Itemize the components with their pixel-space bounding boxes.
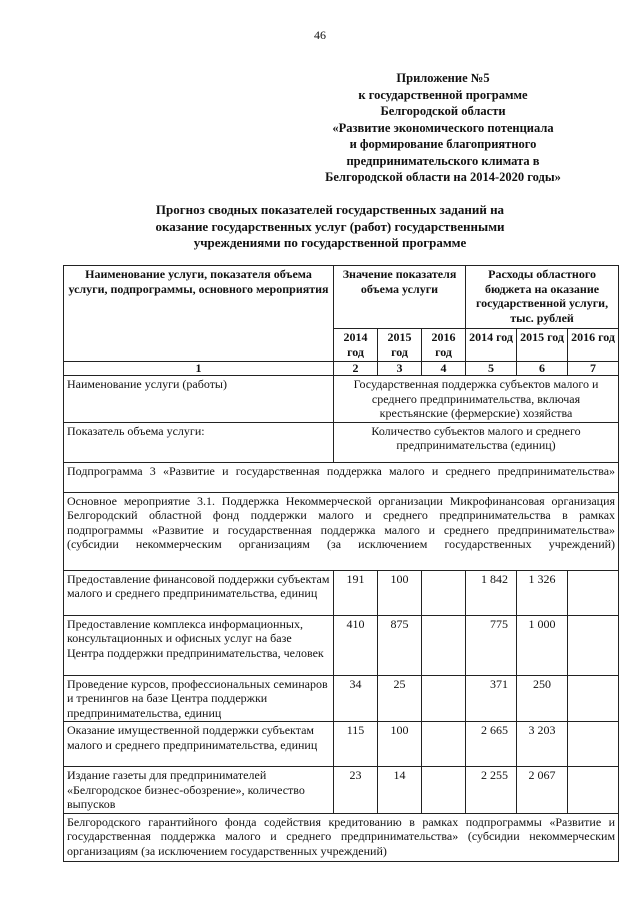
title-line: учреждениями по государственной программе [193, 235, 467, 250]
appendix-line: и формирование благоприятного [349, 137, 537, 151]
expense-2014: 2 255 [466, 767, 517, 814]
value-2015: 25 [378, 675, 422, 722]
title-line: Прогноз сводных показателей государственных заданий на [155, 202, 505, 217]
value-2016 [422, 722, 466, 767]
value-2014: 115 [334, 722, 378, 767]
expense-2014: 371 [466, 675, 517, 722]
column-number: 4 [422, 362, 466, 376]
expense-2016 [568, 615, 619, 675]
document-title [110, 202, 550, 252]
value-2016 [422, 675, 466, 722]
header-service-name: Наименование услуги, показателя объема услуги, подпрограммы, основного мероприятия [64, 266, 334, 362]
value-2016 [422, 767, 466, 814]
table-row [64, 615, 619, 675]
table-row [64, 675, 619, 722]
appendix-line: Белгородской области [380, 104, 506, 118]
row-service-name: Проведение курсов, профессиональных семинаров и тренингов на базе Центра поддержки предпринимательства, единиц [64, 675, 334, 722]
header-budget-expenses: Расходы областного бюджета на оказание государственной услуги, тыс. рублей [466, 266, 619, 329]
year-header: 2014 год [466, 329, 517, 362]
expense-2016 [568, 767, 619, 814]
service-name-label: Наименование услуги (работы) [64, 376, 334, 423]
expense-2015: 3 203 [517, 722, 568, 767]
value-2014: 410 [334, 615, 378, 675]
expense-2015: 1 000 [517, 615, 568, 675]
value-2014: 34 [334, 675, 378, 722]
expense-2015: 250 [517, 675, 568, 722]
column-number: 7 [568, 362, 619, 376]
expense-2016 [568, 570, 619, 615]
expense-2014: 2 665 [466, 722, 517, 767]
value-2015: 100 [378, 570, 422, 615]
value-2015: 875 [378, 615, 422, 675]
expense-2015: 2 067 [517, 767, 568, 814]
expense-2016 [568, 722, 619, 767]
appendix-header [305, 70, 581, 186]
value-2014: 23 [334, 767, 378, 814]
value-2015: 14 [378, 767, 422, 814]
appendix-line: Приложение №5 [396, 71, 490, 85]
subprogram-row: Подпрограмма 3 «Развитие и государственная поддержка малого и среднего предпринимательства» [64, 462, 619, 492]
column-number: 2 [334, 362, 378, 376]
value-2014: 191 [334, 570, 378, 615]
expense-2015: 1 326 [517, 570, 568, 615]
service-name-value: Государственная поддержка субъектов малого и среднего предпринимательства, включая крестьянские (фермерские) хозяйства [334, 376, 619, 423]
year-header: 2015 год [517, 329, 568, 362]
expense-2014: 775 [466, 615, 517, 675]
indicator-label: Показатель объема услуги: [64, 422, 334, 462]
appendix-line: «Развитие экономического потенциала [332, 120, 554, 135]
table-row [64, 570, 619, 615]
year-header: 2014 год [334, 329, 378, 362]
page-number: 46 [314, 28, 326, 42]
table-row [64, 767, 619, 814]
appendix-line: предпринимательского климата в [346, 153, 540, 168]
value-2015: 100 [378, 722, 422, 767]
expense-2014: 1 842 [466, 570, 517, 615]
main-activity-row: Основное мероприятие 3.1. Поддержка Некоммерческой организации Микрофинансовая организация Белгородский областной фонд поддержки малого и среднего предпринимательства в рамках подпрограммы «Развитие и государственная поддержка малого и среднего предпринимательства» (субсидии некоммерческим организациям (за исключением государственных учреждений) [64, 492, 619, 570]
forecast-table [63, 265, 619, 862]
value-2016 [422, 615, 466, 675]
indicator-value: Количество субъектов малого и среднего предпринимательства (единиц) [334, 422, 619, 462]
row-service-name: Предоставление финансовой поддержки субъектам малого и среднего предпринимательства, единиц [64, 570, 334, 615]
row-service-name: Предоставление комплекса информационных, консультационных и офисных услуг на базе Центра поддержки предпринимательства, человек [64, 615, 334, 675]
header-indicator-value: Значение показателя объема услуги [334, 266, 466, 329]
column-number: 1 [64, 362, 334, 376]
appendix-line: к государственной программе [358, 87, 528, 102]
table-row [64, 722, 619, 767]
expense-2016 [568, 675, 619, 722]
guarantee-fund-row: Белгородского гарантийного фонда содействия кредитованию в рамках подпрограммы «Развитие и государственная поддержка малого и среднего предпринимательства» (субсидии некоммерческим организациям (за исключением государственных учреждений) [64, 813, 619, 861]
row-service-name: Издание газеты для предпринимателей «Белгородское бизнес-обозрение», количество выпусков [64, 767, 334, 814]
value-2016 [422, 570, 466, 615]
year-header: 2016 год [568, 329, 619, 362]
column-number: 6 [517, 362, 568, 376]
column-number: 5 [466, 362, 517, 376]
row-service-name: Оказание имущественной поддержки субъектам малого и среднего предпринимательства, единиц [64, 722, 334, 767]
column-number: 3 [378, 362, 422, 376]
title-line: оказание государственных услуг (работ) государственными [155, 218, 505, 234]
year-header: 2015 год [378, 329, 422, 362]
year-header: 2016 год [422, 329, 466, 362]
appendix-line: Белгородской области на 2014-2020 годы» [325, 170, 561, 184]
